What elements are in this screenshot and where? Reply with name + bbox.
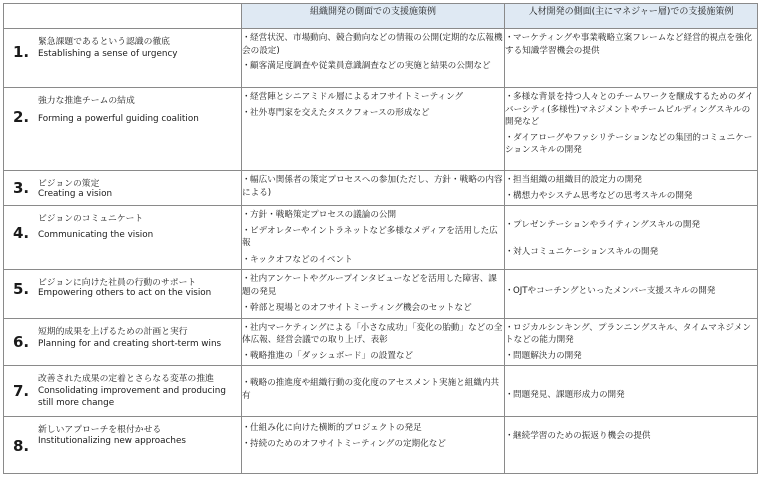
step-title-ja: 強力な推進チームの結成 xyxy=(38,96,135,106)
step-row-4 xyxy=(4,206,758,270)
step-cell xyxy=(4,88,242,171)
step-cell xyxy=(4,318,242,366)
step-cell xyxy=(4,171,242,206)
measure-text: 社内アンケートやグループインタビューなどを活用した障害、課題の発見 xyxy=(242,274,497,297)
measure-text: プレゼンテーションやライティングスキルの開発 xyxy=(513,220,701,230)
measure-item xyxy=(505,190,757,203)
measure-text: 幹部と現場とのオフサイトミーティング機会のセットなど xyxy=(250,303,472,313)
hr-measures-cell xyxy=(505,417,758,474)
measure-text: 仕組み化に向けた横断的プロジェクトの発足 xyxy=(250,423,422,433)
bullet-dot-icon: ・ xyxy=(242,254,251,265)
bullet-dot-icon: ・ xyxy=(242,225,251,236)
measure-text: OJTやコーチングといったメンバー支援スキルの開発 xyxy=(513,286,716,296)
bullet-dot-icon: ・ xyxy=(242,303,251,313)
bullet-dot-icon: ・ xyxy=(505,431,514,441)
kotter-support-table xyxy=(3,3,758,474)
step-number: 1. xyxy=(13,43,30,61)
bullet-dot-icon: ・ xyxy=(242,175,251,185)
bullet-dot-icon: ・ xyxy=(242,378,251,388)
measure-item xyxy=(242,350,504,363)
step-cell xyxy=(4,206,242,270)
measure-item xyxy=(505,322,757,347)
step-title-en: Creating a vision xyxy=(38,189,113,199)
measure-text: 多様な背景を持つ人々とのチームワークを醸成するためのダイバーシティ(多様性)マネジメントやチームビルディングスキルの開発など xyxy=(505,92,754,127)
table-body xyxy=(4,29,758,474)
org-measures-cell xyxy=(242,206,505,270)
bullet-dot-icon: ・ xyxy=(505,92,514,102)
measure-text: 経営陣とシニアミドル層によるオフサイトミーティング xyxy=(250,92,464,102)
measure-item xyxy=(242,273,504,298)
bullet-dot-icon: ・ xyxy=(505,190,514,201)
measure-text: 方針・戦略策定プロセスの議論の公開 xyxy=(250,210,397,220)
bullet-dot-icon: ・ xyxy=(505,390,514,400)
step-title-ja: 短期的成果を上げるための計画と実行 xyxy=(38,326,188,337)
measure-item xyxy=(242,438,504,451)
hr-measures-cell xyxy=(505,88,758,171)
measure-item xyxy=(242,322,504,347)
header-org-column: 組織開発の側面での支援施策例 xyxy=(242,4,505,29)
bullet-dot-icon: ・ xyxy=(505,286,514,296)
org-measures-cell xyxy=(242,366,505,417)
measure-text: 問題解決力の開発 xyxy=(513,350,582,361)
measure-item xyxy=(242,422,504,435)
bullet-dot-icon: ・ xyxy=(505,33,514,43)
org-measures-cell xyxy=(242,29,505,88)
hr-measures-cell xyxy=(505,171,758,206)
measure-text: キックオフなどのイベント xyxy=(250,254,353,265)
step-row-5 xyxy=(4,270,758,319)
step-row-1 xyxy=(4,29,758,88)
hr-measures-cell xyxy=(505,318,758,366)
bullet-dot-icon: ・ xyxy=(242,274,251,284)
step-cell xyxy=(4,29,242,88)
header-row xyxy=(4,4,758,29)
measure-item xyxy=(505,389,757,402)
org-measures-cell xyxy=(242,171,505,206)
step-title-en: Forming a powerful guiding coalition xyxy=(38,114,199,124)
step-title-ja: ビジョンに向けた社員の行動のサポート xyxy=(38,278,197,288)
measure-text: 社外専門家を交えたタスクフォースの形成など xyxy=(250,107,430,118)
header-blank-cell xyxy=(4,4,242,29)
step-row-7 xyxy=(4,366,758,417)
step-title-en: Institutionalizing new approaches xyxy=(38,436,186,446)
measure-text: 問題発見、課題形成力の開発 xyxy=(513,390,625,400)
measure-item xyxy=(242,225,504,250)
measure-item xyxy=(505,174,757,187)
measure-text: 幅広い関係者の策定プロセスへの参加(ただし、方針・戦略の内容による) xyxy=(242,175,503,198)
measure-item xyxy=(242,302,504,315)
step-row-6 xyxy=(4,318,758,366)
step-number: 6. xyxy=(13,332,30,351)
measure-text: 持続のためのオフサイトミーティングの定期化など xyxy=(250,438,446,449)
bullet-dot-icon: ・ xyxy=(242,438,251,449)
bullet-dot-icon: ・ xyxy=(242,350,251,361)
measure-item xyxy=(242,174,504,199)
step-title-ja: ビジョンのコミュニケート xyxy=(38,214,144,224)
step-title-en: Empowering others to act on the vision xyxy=(38,288,212,298)
bullet-dot-icon: ・ xyxy=(505,350,514,361)
measure-text: 戦略の推進度や組織行動の変化度のアセスメント実施と組織内共有 xyxy=(242,378,500,401)
step-number: 4. xyxy=(13,224,30,242)
bullet-dot-icon: ・ xyxy=(242,107,251,118)
bullet-dot-icon: ・ xyxy=(242,33,251,43)
step-title-ja: ビジョンの策定 xyxy=(38,179,100,189)
bullet-dot-icon: ・ xyxy=(505,246,514,257)
step-cell xyxy=(4,270,242,319)
measure-text: ビデオレターやイントラネットなど多様なメディアを活用した広報 xyxy=(242,225,498,248)
step-row-2 xyxy=(4,88,758,171)
measure-item xyxy=(242,60,504,73)
measure-item xyxy=(505,350,757,363)
step-number: 5. xyxy=(13,280,30,298)
measure-text: 担当組織の組織目的設定力の開発 xyxy=(513,175,642,185)
measure-item xyxy=(505,285,757,298)
bullet-dot-icon: ・ xyxy=(505,132,514,143)
step-title-ja: 改善された成果の定着とさらなる変革の推進 xyxy=(38,374,214,384)
step-number: 2. xyxy=(13,108,30,126)
measure-item xyxy=(505,32,757,57)
hr-measures-cell xyxy=(505,206,758,270)
step-cell xyxy=(4,417,242,474)
measure-text: 構想力やシステム思考などの思考スキルの開発 xyxy=(513,190,693,201)
measure-text: マーケティングや事業戦略立案フレームなど経営的視点を強化する知識学習機会の提供 xyxy=(505,33,753,56)
measure-item xyxy=(242,254,504,267)
measure-text: ロジカルシンキング、プランニングスキル、タイムマネジメントなどの能力開発 xyxy=(505,322,751,345)
step-number: 3. xyxy=(13,179,30,197)
measure-item xyxy=(242,91,504,104)
measure-item xyxy=(242,209,504,222)
step-number: 7. xyxy=(13,382,30,400)
org-measures-cell xyxy=(242,318,505,366)
step-cell xyxy=(4,366,242,417)
measure-text: 社内マーケティングによる「小さな成功」「変化の胎動」などの全体広報、経営会議での取り上げ、表彰 xyxy=(242,322,503,345)
measure-item xyxy=(505,219,757,232)
step-title-en: Establishing a sense of urgency xyxy=(38,49,178,59)
step-title-en: Planning for and creating short-term wins xyxy=(38,338,222,349)
measure-item xyxy=(505,246,757,259)
measure-text: 対人コミュニケーションスキルの開発 xyxy=(513,246,659,257)
bullet-dot-icon: ・ xyxy=(242,92,251,102)
org-measures-cell xyxy=(242,417,505,474)
hr-measures-cell xyxy=(505,270,758,319)
measure-item xyxy=(505,132,757,157)
step-title-en: Consolidating improvement and producing still more change xyxy=(38,386,226,408)
step-row-3 xyxy=(4,171,758,206)
bullet-dot-icon: ・ xyxy=(242,61,251,71)
bullet-dot-icon: ・ xyxy=(505,322,514,333)
bullet-dot-icon: ・ xyxy=(505,175,514,185)
bullet-dot-icon: ・ xyxy=(505,220,514,230)
measure-text: 継続学習のための振返り機会の提供 xyxy=(513,431,651,441)
header-hr-column: 人材開発の側面(主にマネジャー層)での支援施策例 xyxy=(505,4,758,29)
bullet-dot-icon: ・ xyxy=(242,322,251,333)
measure-item xyxy=(242,107,504,120)
step-title-en: Communicating the vision xyxy=(38,230,154,240)
step-title-ja: 緊急課題であるという認識の徹底 xyxy=(38,37,170,47)
bullet-dot-icon: ・ xyxy=(242,210,251,220)
measure-text: 顧客満足度調査や従業員意識調査などの実施と結果の公開など xyxy=(250,61,491,71)
measure-text: ダイアローグやファシリテーションなどの集団的コミュニケーションスキルの開発 xyxy=(505,132,753,155)
measure-text: 経営状況、市場動向、競合動向などの情報の公開(定期的な広報機会の設定) xyxy=(242,33,503,56)
measure-item xyxy=(505,430,757,443)
measure-text: 戦略推進の「ダッシュボード」の設置など xyxy=(250,350,414,361)
measure-item xyxy=(242,377,504,402)
step-number: 8. xyxy=(13,437,30,455)
step-row-8 xyxy=(4,417,758,474)
step-title-ja: 新しいアプローチを根付かせる xyxy=(38,425,162,435)
bullet-dot-icon: ・ xyxy=(242,423,251,433)
org-measures-cell xyxy=(242,88,505,171)
measure-item xyxy=(505,91,757,129)
hr-measures-cell xyxy=(505,29,758,88)
org-measures-cell xyxy=(242,270,505,319)
hr-measures-cell xyxy=(505,366,758,417)
measure-item xyxy=(242,32,504,57)
